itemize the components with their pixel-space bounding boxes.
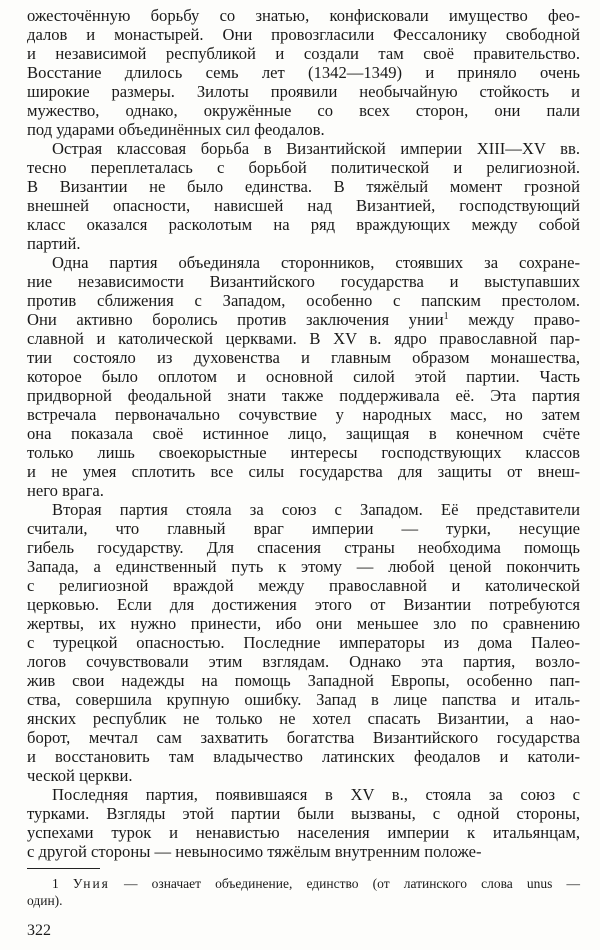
text-line: только лишь своекорыстные интересы господствующих классов	[27, 443, 580, 462]
text-line: гибель государству. Для спасения страны необходима помощь	[27, 538, 580, 557]
text-line: Запада, а единственный путь к этому — любой ценой покончить	[27, 557, 580, 576]
text-line: логов сочувствовали этим взглядам. Однако эта партия, возло-	[27, 652, 580, 671]
text-line: ческой церкви.	[27, 766, 133, 785]
text-line: встречала первоначально сочувствие у народных масс, но затем	[27, 405, 580, 424]
text-line: тесно переплеталась с борьбой политической и религиозной.	[27, 158, 580, 177]
footnote-marker: 1	[52, 876, 59, 891]
text-line: него врага.	[27, 481, 104, 500]
text-line: широкие размеры. Зилоты проявили необычайную стойкость и	[27, 82, 580, 101]
text-segment: Они активно боролись против заключения унии	[27, 310, 444, 329]
paragraph	[27, 500, 580, 785]
text-line: янских республик не только не хотел спасать Византии, а нао-	[27, 709, 580, 728]
body-text	[27, 6, 580, 861]
text-line: класс оказался расколотым на ряд враждующих между собой	[27, 215, 580, 234]
footnote-line: один).	[27, 893, 63, 908]
text-line: турками. Взгляды этой партии были вызваны, с одной стороны,	[27, 804, 580, 823]
text-line: В Византии не было единства. В тяжёлый момент грозной	[27, 177, 580, 196]
text-line: ние независимости Византийского государства и выступавших	[27, 272, 580, 291]
text-line: с другой стороны — невыносимо тяжёлым внутренним положе-	[27, 842, 482, 861]
footnote	[27, 875, 580, 909]
text-line: мужество, однако, окружённые со всех сторон, они пали	[27, 101, 580, 120]
footnote-divider	[27, 868, 100, 869]
footnote-text: — означает объединение, единство (от латинского слова unus —	[109, 876, 580, 891]
text-line: Восстание длилось семь лет (1342—1349) и приняло очень	[27, 63, 580, 82]
text-line: под ударами объединённых сил феодалов.	[27, 120, 325, 139]
text-line: считали, что главный враг империи — турки, несущие	[27, 519, 580, 538]
text-line: внешней опасности, нависшей над Византией, господствующий	[27, 196, 580, 215]
paragraph	[27, 6, 580, 139]
footnote-line	[27, 875, 580, 892]
text-line: жертвы, их нужно принести, ибо они меньшее зло по сравнению	[27, 614, 580, 633]
text-line: и независимой республикой и создали там своё правительство.	[27, 44, 580, 63]
text-line: Одна партия объединяла сторонников, стоявших за сохране-	[52, 253, 580, 272]
text-line: ства, совершила крупную ошибку. Запад в лице папства и италь-	[27, 690, 580, 709]
footnote-reference[interactable]: 1	[443, 311, 449, 322]
text-line: Острая классовая борьба в Византийской империи XIII—XV вв.	[52, 139, 580, 158]
text-line: и не умея сплотить все силы государства для защиты от внеш-	[27, 462, 580, 481]
text-line: и восстановить там владычество латинских феодалов и католи-	[27, 747, 580, 766]
text-line: против сближения с Западом, особенно с папским престолом.	[27, 291, 580, 310]
text-line: Последняя партия, появившаяся в XV в., стояла за союз с	[52, 785, 580, 804]
text-segment: между право-	[448, 310, 580, 329]
text-line: славной и католической церквами. В XV в. ядро православной пар-	[27, 329, 580, 348]
text-line: ожесточённую борьбу со знатью, конфисковали имущество фео-	[27, 6, 580, 25]
text-line: партий.	[27, 234, 81, 253]
text-line	[27, 310, 580, 329]
text-line: далов и монастырей. Они провозгласили Фессалонику свободной	[27, 25, 580, 44]
text-line: успехами турок и ненавистью населения империи к итальянцам,	[27, 823, 580, 842]
text-line: которое было оплотом и основной силой этой партии. Часть	[27, 367, 580, 386]
paragraph	[27, 139, 580, 253]
text-line: с турецкой опасностью. Последние императоры из дома Палео-	[27, 633, 580, 652]
text-line: с религиозной враждой между православной и католической	[27, 576, 580, 595]
text-line: жив свои надежды на помощь Западной Европы, особенно пап-	[27, 671, 580, 690]
footnote-term: Уния	[72, 876, 110, 891]
paragraph	[27, 253, 580, 500]
text-line: Вторая партия стояла за союз с Западом. Её представители	[52, 500, 580, 519]
paragraph	[27, 785, 580, 861]
text-line: борот, мечтал сам захватить богатства Византийского государства	[27, 728, 580, 747]
page-number: 322	[27, 922, 51, 939]
text-line: тии состояло из духовенства и главным образом монашества,	[27, 348, 580, 367]
text-line: церковью. Если для достижения этого от Византии потребуются	[27, 595, 580, 614]
text-line: она показала своё истинное лицо, защищая в конечном счёте	[27, 424, 580, 443]
text-line: придворной феодальной знати также поддерживала её. Эта партия	[27, 386, 580, 405]
